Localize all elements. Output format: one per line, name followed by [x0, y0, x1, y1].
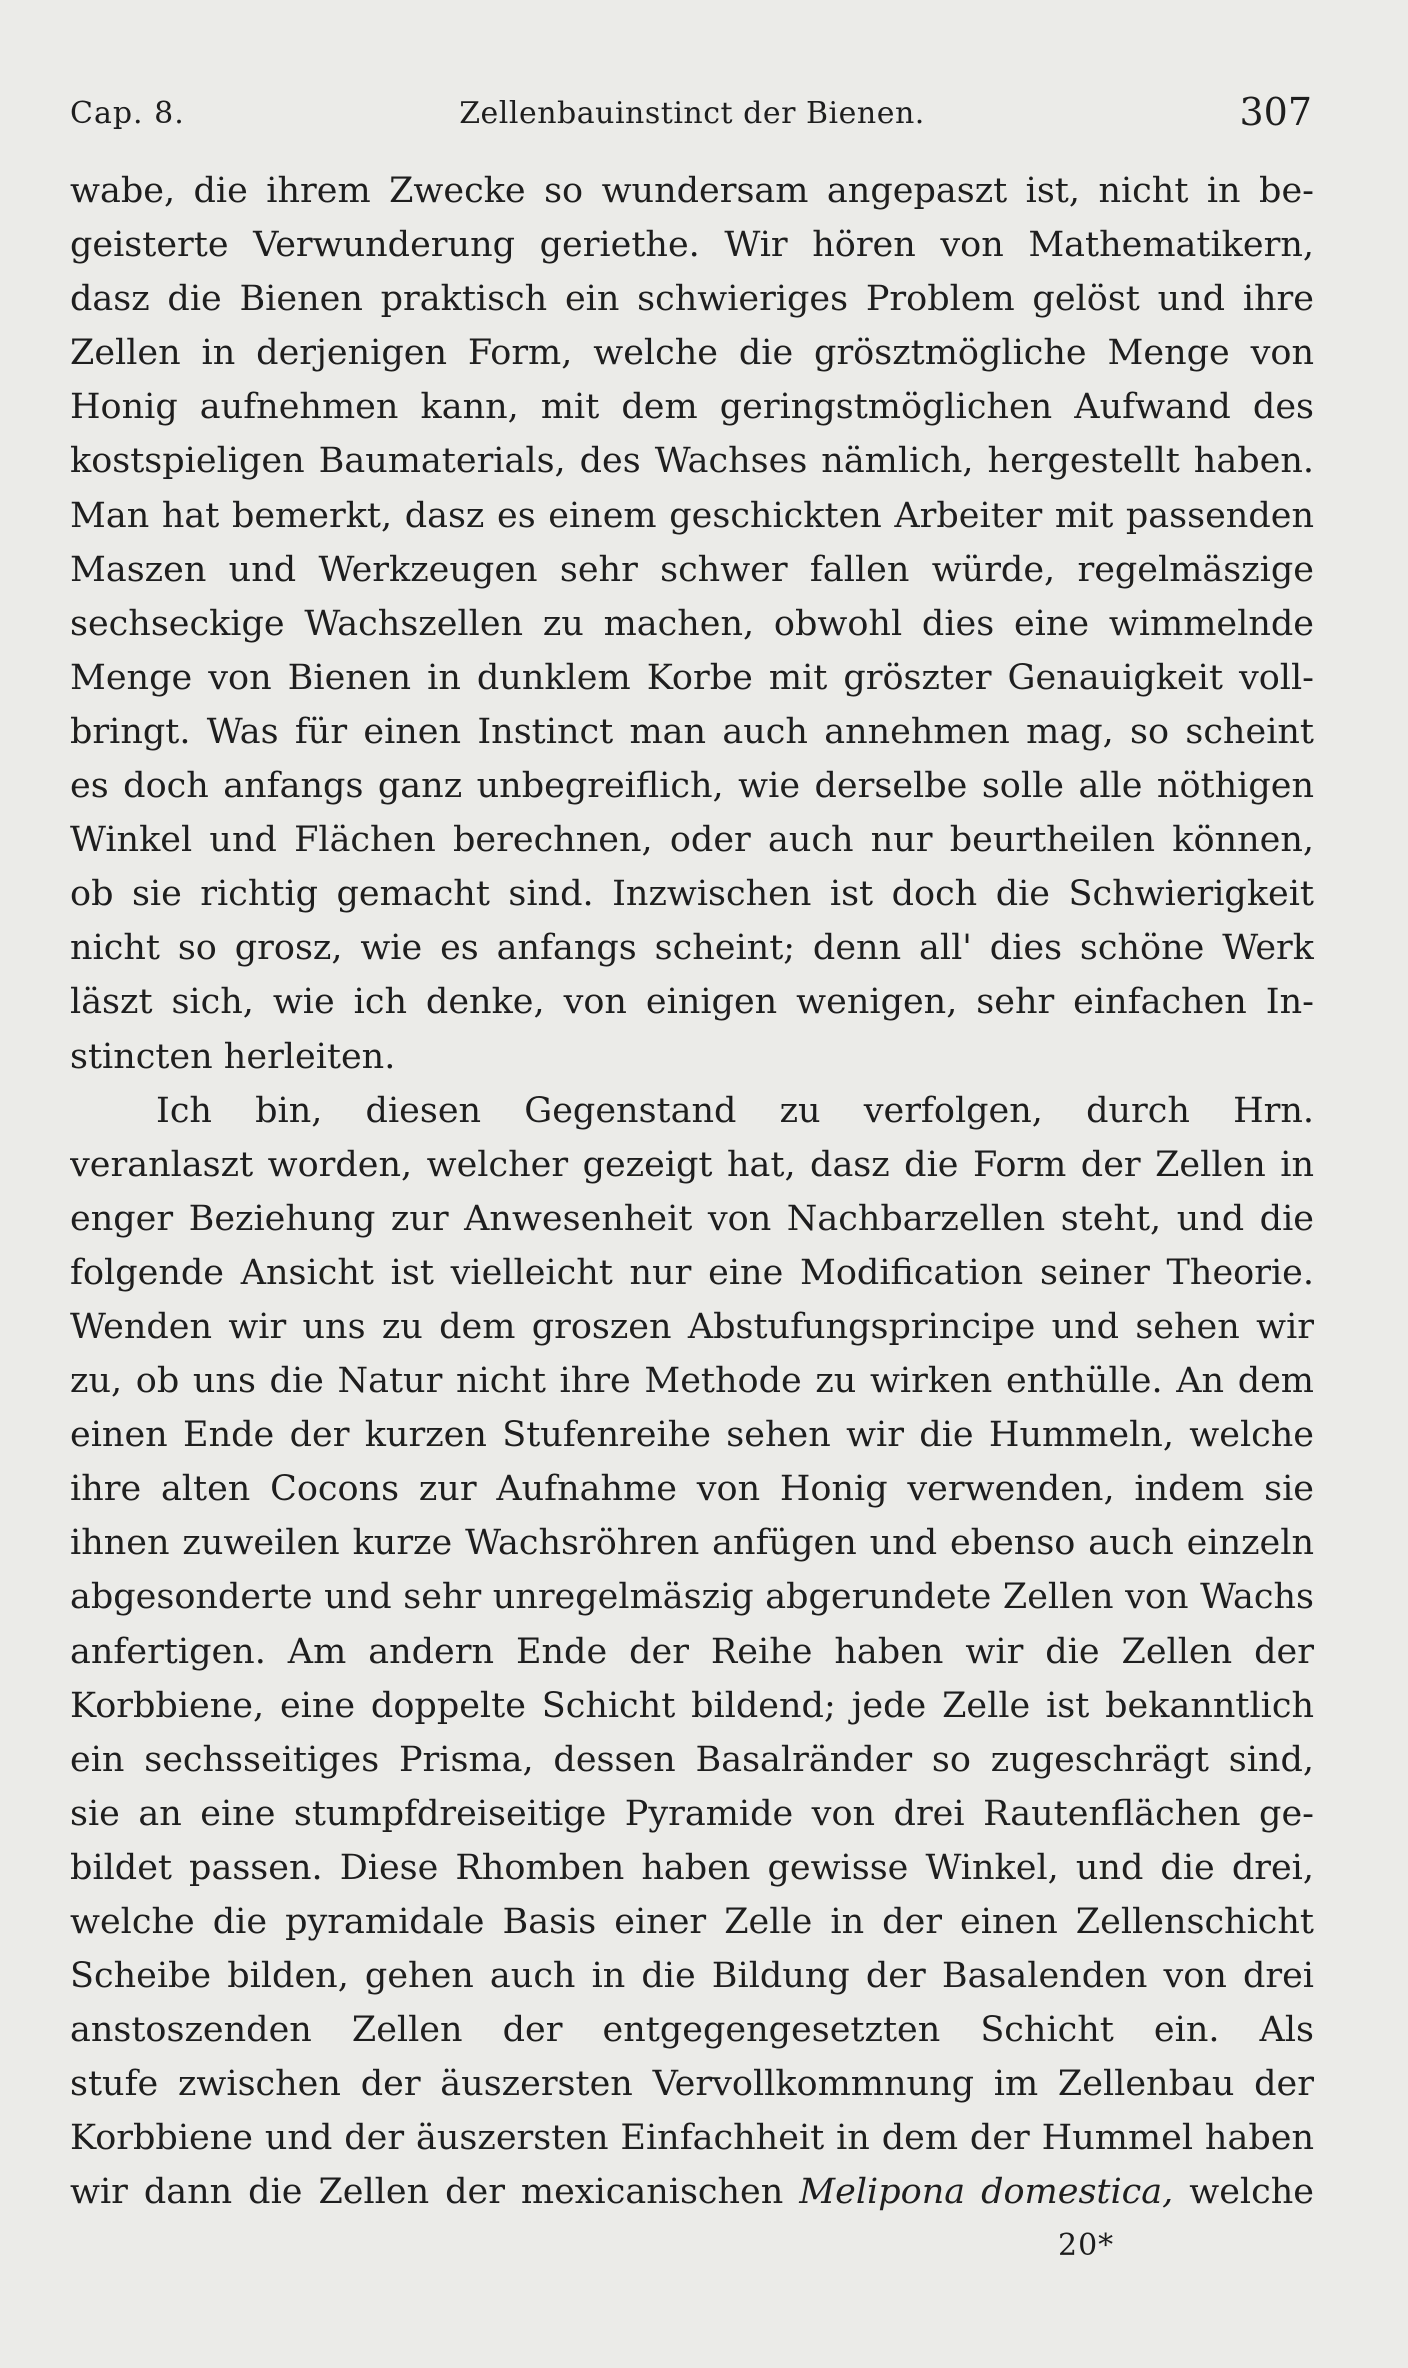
text-line: Zellen in derjenigen Form, welche die grösztmögliche Menge von	[70, 333, 1314, 374]
text-line: geisterte Verwunderung geriethe. Wir hören von Mathematikern,	[70, 225, 1314, 266]
text-line: Ich bin, diesen Gegenstand zu verfolgen, durch Hrn.	[156, 1090, 1314, 1131]
text-line: ihre alten Cocons zur Aufnahme von Honig verwenden, indem sie	[70, 1469, 1314, 1510]
text-line: folgende Ansicht ist vielleicht nur eine Modification seiner Theorie.	[70, 1252, 1314, 1293]
text-line: Scheibe bilden, gehen auch in die Bildung der Basalenden von drei	[70, 1956, 1314, 1997]
text-line: ihnen zuweilen kurze Wachsröhren anfügen und ebenso auch einzeln	[70, 1523, 1314, 1564]
text-line: sechseckige Wachszellen zu machen, obwohl dies eine wimmelnde	[70, 603, 1314, 644]
text-line: sie an eine stumpfdreiseitige Pyramide von drei Rautenflächen ge-	[70, 1793, 1314, 1834]
text-line: Man hat bemerkt, dasz es einem geschickten Arbeiter mit passenden	[70, 495, 1314, 536]
text-line: es doch anfangs ganz unbegreiflich, wie derselbe solle alle nöthigen	[70, 766, 1314, 807]
text-line: wir dann die Zellen der mexicanischen Melipona domestica, welche	[70, 2172, 1314, 2213]
running-title: Zellenbauinstinct der Bienen.	[459, 96, 925, 131]
text-line: stufe zwischen der äuszersten Vervollkommnung im Zellenbau der	[70, 2064, 1314, 2105]
text-line: einen Ende der kurzen Stufenreihe sehen wir die Hummeln, welche	[70, 1415, 1314, 1456]
text-line: Korbbiene, eine doppelte Schicht bildend; jede Zelle ist bekanntlich	[70, 1685, 1314, 1726]
chapter-label: Cap. 8.	[70, 96, 185, 131]
text-line: veranlaszt worden, welcher gezeigt hat, dasz die Form der Zellen in	[70, 1144, 1314, 1185]
page-number: 307	[1239, 90, 1312, 134]
text-line: stincten herleiten.	[70, 1036, 396, 1077]
body-text	[70, 164, 1314, 2220]
signature-mark: 20*	[1058, 2228, 1115, 2263]
text-line: Maszen und Werkzeugen sehr schwer fallen würde, regelmäszige	[70, 549, 1314, 590]
running-head	[70, 88, 1314, 138]
text-line: läszt sich, wie ich denke, von einigen wenigen, sehr einfachen In-	[70, 982, 1314, 1023]
text-line: nicht so grosz, wie es anfangs scheint; denn all' dies schöne Werk	[70, 928, 1314, 969]
text-line: ein sechsseitiges Prisma, dessen Basalränder so zugeschrägt sind,	[70, 1739, 1314, 1780]
text-line: kostspieligen Baumaterials, des Wachses nämlich, hergestellt haben.	[70, 441, 1314, 482]
text-line: anfertigen. Am andern Ende der Reihe haben wir die Zellen der	[70, 1631, 1314, 1672]
text-line: welche die pyramidale Basis einer Zelle in der einen Zellenschicht	[70, 1902, 1314, 1942]
text-line: bringt. Was für einen Instinct man auch annehmen mag, so scheint	[70, 711, 1314, 752]
species-name: Melipona domestica,	[799, 2172, 1174, 2213]
paragraph-2	[70, 1084, 1314, 2220]
text-line: anstoszenden Zellen der entgegengesetzten Schicht ein. Als	[70, 2010, 1314, 2051]
text-line: Winkel und Flächen berechnen, oder auch nur beurtheilen können,	[70, 820, 1314, 861]
text-line: Wenden wir uns zu dem groszen Abstufungsprincipe und sehen wir	[70, 1306, 1314, 1347]
text-line: ob sie richtig gemacht sind. Inzwischen ist doch die Schwierigkeit	[70, 874, 1314, 915]
text-line: dasz die Bienen praktisch ein schwieriges Problem gelöst und ihre	[70, 279, 1314, 320]
text-line: abgesonderte und sehr unregelmäszig abgerundete Zellen von Wachs	[70, 1577, 1314, 1618]
text-line: Honig aufnehmen kann, mit dem geringstmöglichen Aufwand des	[70, 387, 1314, 428]
text-line: bildet passen. Diese Rhomben haben gewisse Winkel, und die drei,	[70, 1847, 1314, 1888]
paragraph-1	[70, 164, 1314, 1084]
text-line: Menge von Bienen in dunklem Korbe mit gröszter Genauigkeit voll-	[70, 657, 1314, 698]
text-line: zu, ob uns die Natur nicht ihre Methode zu wirken enthülle. An dem	[70, 1361, 1314, 1402]
text-line: Korbbiene und der äuszersten Einfachheit in dem der Hummel haben	[70, 2118, 1314, 2159]
text-line: enger Beziehung zur Anwesenheit von Nachbarzellen steht, und die	[70, 1198, 1314, 1239]
text-line: wabe, die ihrem Zwecke so wundersam angepaszt ist, nicht in be-	[70, 171, 1314, 211]
